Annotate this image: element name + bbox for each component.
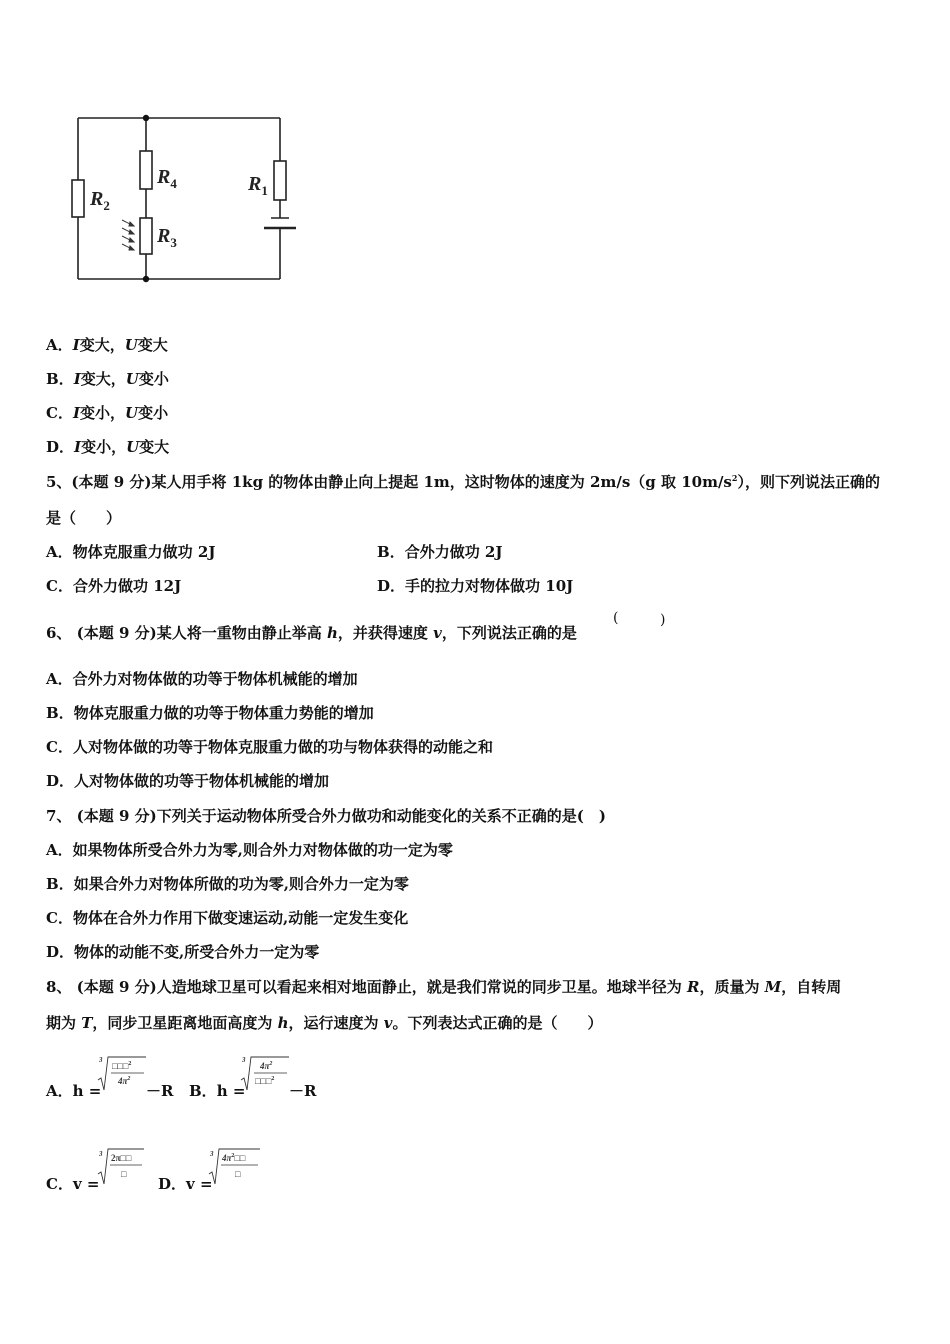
q6-option-d[interactable]: D．人对物体做的功等于物体机械能的增加 <box>46 772 330 790</box>
svg-text:4π2: $4\pi^2$ <box>118 1076 131 1086</box>
q7-option-b[interactable]: B．如果合外力对物体所做的功为零,则合外力一定为零 <box>46 875 409 893</box>
resistor-r2 <box>72 180 84 217</box>
q8-option-d-formula <box>207 1146 263 1188</box>
q8-option-b-label[interactable]: B．h = <box>189 1082 246 1100</box>
q6-option-b[interactable]: B．物体克服重力做的功等于物体重力势能的增加 <box>46 704 374 722</box>
q4-option-a[interactable]: A．I变大，U变大 <box>46 336 168 354</box>
q7-option-a[interactable]: A．如果物体所受合外力为零,则合外力对物体做的功一定为零 <box>46 841 453 859</box>
q5-option-d[interactable]: D．手的拉力对物体做功 10J <box>377 577 574 595</box>
q6-paren-open: ( <box>613 610 619 626</box>
svg-text:□: □ <box>235 1169 241 1179</box>
circuit-diagram <box>60 105 310 290</box>
q8-option-b-formula <box>239 1054 291 1096</box>
junction-bottom <box>143 276 149 282</box>
q8-option-a-tail: －R <box>146 1082 174 1100</box>
q6-stem: 6、 (本题 9 分)某人将一重物由静止举高 h，并获得速度 v，下列说法正确的是 <box>46 624 577 642</box>
q6-option-a[interactable]: A．合外力对物体做的功等于物体机械能的增加 <box>46 670 358 688</box>
label-r1: $R_1$ <box>248 173 268 198</box>
light-arrows-icon <box>122 220 134 250</box>
svg-text:□: □ <box>121 1169 127 1179</box>
svg-text:3: 3 <box>99 1056 103 1064</box>
q5-option-b[interactable]: B．合外力做功 2J <box>377 543 503 561</box>
q7-option-d[interactable]: D．物体的动能不变,所受合外力一定为零 <box>46 943 320 961</box>
svg-text:□□□2: □□□$^2$ <box>112 1061 132 1071</box>
svg-text:3: 3 <box>99 1150 103 1158</box>
svg-text:2π□□: 2π□□ <box>111 1153 132 1163</box>
q6-option-c[interactable]: C．人对物体做的功等于物体克服重力做的功与物体获得的动能之和 <box>46 738 493 756</box>
svg-text:3: 3 <box>210 1150 214 1158</box>
label-r2: $R_2$ <box>90 188 110 213</box>
q8-option-b-tail: －R <box>289 1082 317 1100</box>
q8-option-a-formula <box>96 1054 148 1096</box>
q5-option-a[interactable]: A．物体克服重力做功 2J <box>46 543 216 561</box>
q8-option-c-formula <box>96 1146 148 1188</box>
resistor-r3 <box>140 218 152 254</box>
q5-option-c[interactable]: C．合外力做功 12J <box>46 577 182 595</box>
q7-stem: 7、 (本题 9 分)下列关于运动物体所受合外力做功和动能变化的关系不正确的是( ) <box>46 807 606 825</box>
resistor-r1 <box>274 161 286 200</box>
junction-top <box>143 115 149 121</box>
battery-icon <box>264 218 296 228</box>
q8-stem-line2: 期为 T，同步卫星距离地面高度为 h，运行速度为 v。下列表达式正确的是（ ） <box>46 1014 603 1032</box>
svg-text:3: 3 <box>242 1056 246 1064</box>
label-r4: $R_4$ <box>157 166 177 191</box>
q5-stem-line2: 是（ ） <box>46 509 122 527</box>
q4-option-d[interactable]: D．I变小，U变大 <box>46 438 170 456</box>
q4-option-b[interactable]: B．I变大，U变小 <box>46 370 169 388</box>
resistor-r4 <box>140 151 152 189</box>
q5-stem: 5、(本题 9 分)某人用手将 1kg 的物体由静止向上提起 1m，这时物体的速度为 2m/s（g 取 $10m/s^2$），则下列说法正确的 <box>46 473 880 491</box>
q4-option-c[interactable]: C．I变小，U变小 <box>46 404 169 422</box>
q7-option-c[interactable]: C．物体在合外力作用下做变速运动,动能一定发生变化 <box>46 909 409 927</box>
q8-stem: 8、 (本题 9 分)人造地球卫星可以看起来相对地面静止，就是我们常说的同步卫星。地球半径为 R，质量为 M，自转周 <box>46 978 842 996</box>
q6-paren-close: ) <box>660 612 666 628</box>
svg-text:4π2□□: $4\pi^2□□$ <box>222 1153 246 1163</box>
label-r3: $R_3$ <box>157 225 177 250</box>
q8-option-d-label[interactable]: D．v = <box>158 1175 213 1193</box>
q8-option-a-label[interactable]: A．h = <box>46 1082 102 1100</box>
svg-text:□□□2: □□□$^2$ <box>255 1076 275 1086</box>
q8-option-c-label[interactable]: C．v = <box>46 1175 100 1193</box>
svg-text:4π2: $4\pi^2$ <box>260 1061 273 1071</box>
